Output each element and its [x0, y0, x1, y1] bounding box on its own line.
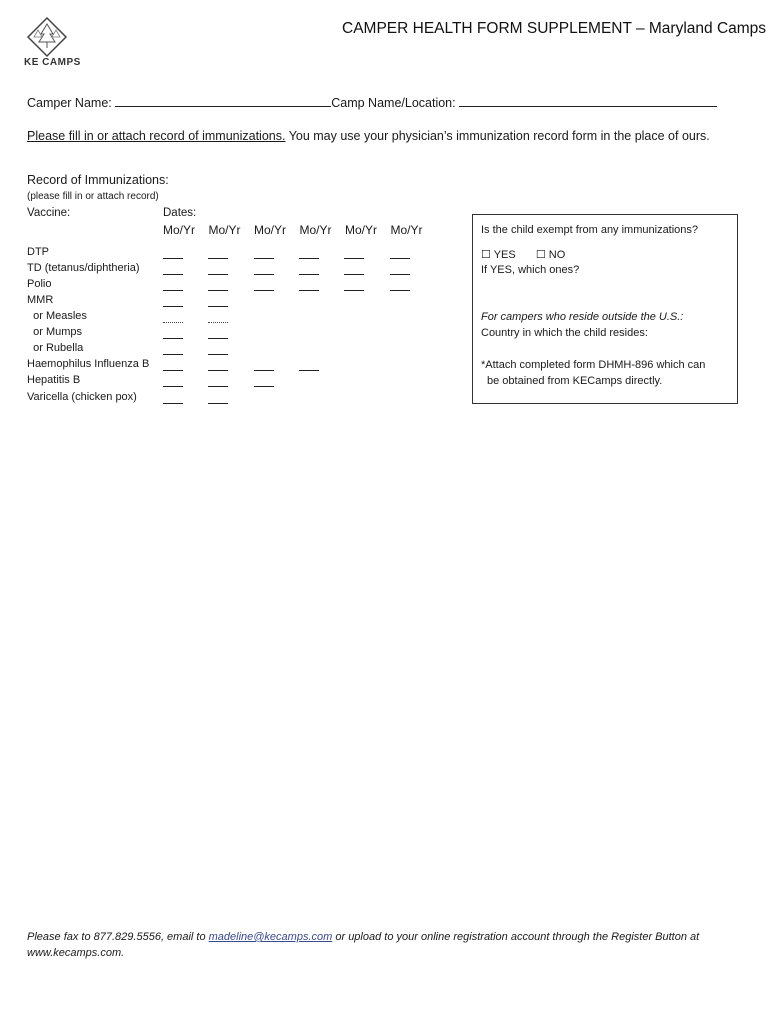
date-column-label: Mo/Yr: [208, 223, 241, 237]
dates-column-header: Dates:: [163, 207, 197, 219]
date-column-labels: [163, 223, 436, 237]
date-blank-field[interactable]: [163, 370, 183, 371]
date-blank-field[interactable]: [254, 386, 274, 387]
vaccine-name: or Mumps: [27, 326, 83, 338]
camper-name-label: Camper Name:: [27, 96, 112, 110]
date-blank-field[interactable]: [390, 258, 410, 259]
date-blank-field[interactable]: [254, 370, 274, 371]
attach-form-line2: be obtained from KECamps directly.: [487, 375, 663, 387]
date-blank-field[interactable]: [208, 338, 228, 339]
camp-name-field[interactable]: [459, 95, 717, 107]
date-blank-field[interactable]: [208, 322, 228, 323]
names-row: [27, 95, 717, 110]
date-blank-field[interactable]: [344, 258, 364, 259]
date-column-label: Mo/Yr: [299, 223, 332, 237]
which-ones-label: If YES, which ones?: [481, 264, 580, 276]
no-checkbox[interactable]: ☐ NO: [535, 249, 566, 261]
record-subheading: (please fill in or attach record): [27, 191, 159, 202]
date-column-label: Mo/Yr: [254, 223, 287, 237]
date-blank-field[interactable]: [299, 370, 319, 371]
date-blank-field[interactable]: [208, 306, 228, 307]
date-blank-field[interactable]: [163, 290, 183, 291]
attach-form-line1: *Attach completed form DHMH-896 which can: [481, 359, 706, 371]
immunization-note-underlined: Please fill in or attach record of immunizations.: [27, 129, 286, 143]
date-blank-field[interactable]: [208, 370, 228, 371]
vaccine-name: Hepatitis B: [27, 374, 81, 386]
date-blank-field[interactable]: [208, 274, 228, 275]
camp-name-label: Camp Name/Location:: [331, 96, 456, 110]
date-blank-field[interactable]: [163, 386, 183, 387]
vaccine-column-header: Vaccine:: [27, 207, 71, 219]
footer-after: or upload to your online registration account through the Register Button at www.kecamps.com.: [27, 931, 700, 959]
footer-before: Please fax to 877.829.5556, email to: [27, 931, 209, 943]
vaccine-name: Polio: [27, 278, 52, 290]
date-blank-field[interactable]: [344, 290, 364, 291]
date-blank-field[interactable]: [163, 338, 183, 339]
vaccine-name: MMR: [27, 294, 54, 306]
date-blank-field[interactable]: [208, 354, 228, 355]
date-blank-field[interactable]: [390, 290, 410, 291]
country-label: Country in which the child resides:: [481, 327, 648, 339]
vaccine-name: or Rubella: [27, 342, 84, 354]
date-blank-field[interactable]: [254, 274, 274, 275]
exemption-box: [472, 214, 738, 404]
date-blank-field[interactable]: [208, 258, 228, 259]
record-heading: Record of Immunizations:: [27, 173, 169, 187]
vaccine-name: DTP: [27, 246, 49, 258]
date-blank-field[interactable]: [208, 403, 228, 404]
vaccine-name: Haemophilus Influenza B: [27, 358, 150, 370]
date-blank-field[interactable]: [163, 258, 183, 259]
outside-us-label: For campers who reside outside the U.S.:: [481, 311, 684, 323]
email-link[interactable]: madeline@kecamps.com: [208, 931, 333, 943]
date-blank-field[interactable]: [163, 274, 183, 275]
date-blank-field[interactable]: [208, 386, 228, 387]
vaccine-name: or Measles: [27, 310, 87, 322]
date-blank-field[interactable]: [254, 258, 274, 259]
exempt-question: Is the child exempt from any immunizations?: [481, 224, 699, 236]
date-blank-field[interactable]: [299, 258, 319, 259]
date-column-label: Mo/Yr: [163, 223, 196, 237]
date-blank-field[interactable]: [163, 403, 183, 404]
date-blank-field[interactable]: [208, 290, 228, 291]
date-blank-field[interactable]: [163, 322, 183, 323]
date-blank-field[interactable]: [163, 306, 183, 307]
logo-text: KE CAMPS: [24, 57, 81, 68]
immunization-note-rest: You may use your physician’s immunization record form in the place of ours.: [285, 129, 710, 143]
footer-note: [27, 929, 745, 961]
yes-checkbox[interactable]: ☐ YES: [481, 249, 516, 261]
immunization-note: [27, 127, 737, 145]
date-blank-field[interactable]: [254, 290, 274, 291]
date-blank-field[interactable]: [344, 274, 364, 275]
date-column-label: Mo/Yr: [345, 223, 378, 237]
date-blank-field[interactable]: [299, 274, 319, 275]
camper-name-field[interactable]: [115, 95, 331, 107]
date-blank-field[interactable]: [299, 290, 319, 291]
vaccine-name: TD (tetanus/diphtheria): [27, 262, 140, 274]
page-title: CAMPER HEALTH FORM SUPPLEMENT – Maryland Camps: [342, 20, 767, 37]
date-blank-field[interactable]: [163, 354, 183, 355]
date-column-label: Mo/Yr: [390, 223, 423, 237]
date-blank-field[interactable]: [390, 274, 410, 275]
vaccine-name: Varicella (chicken pox): [27, 391, 137, 403]
